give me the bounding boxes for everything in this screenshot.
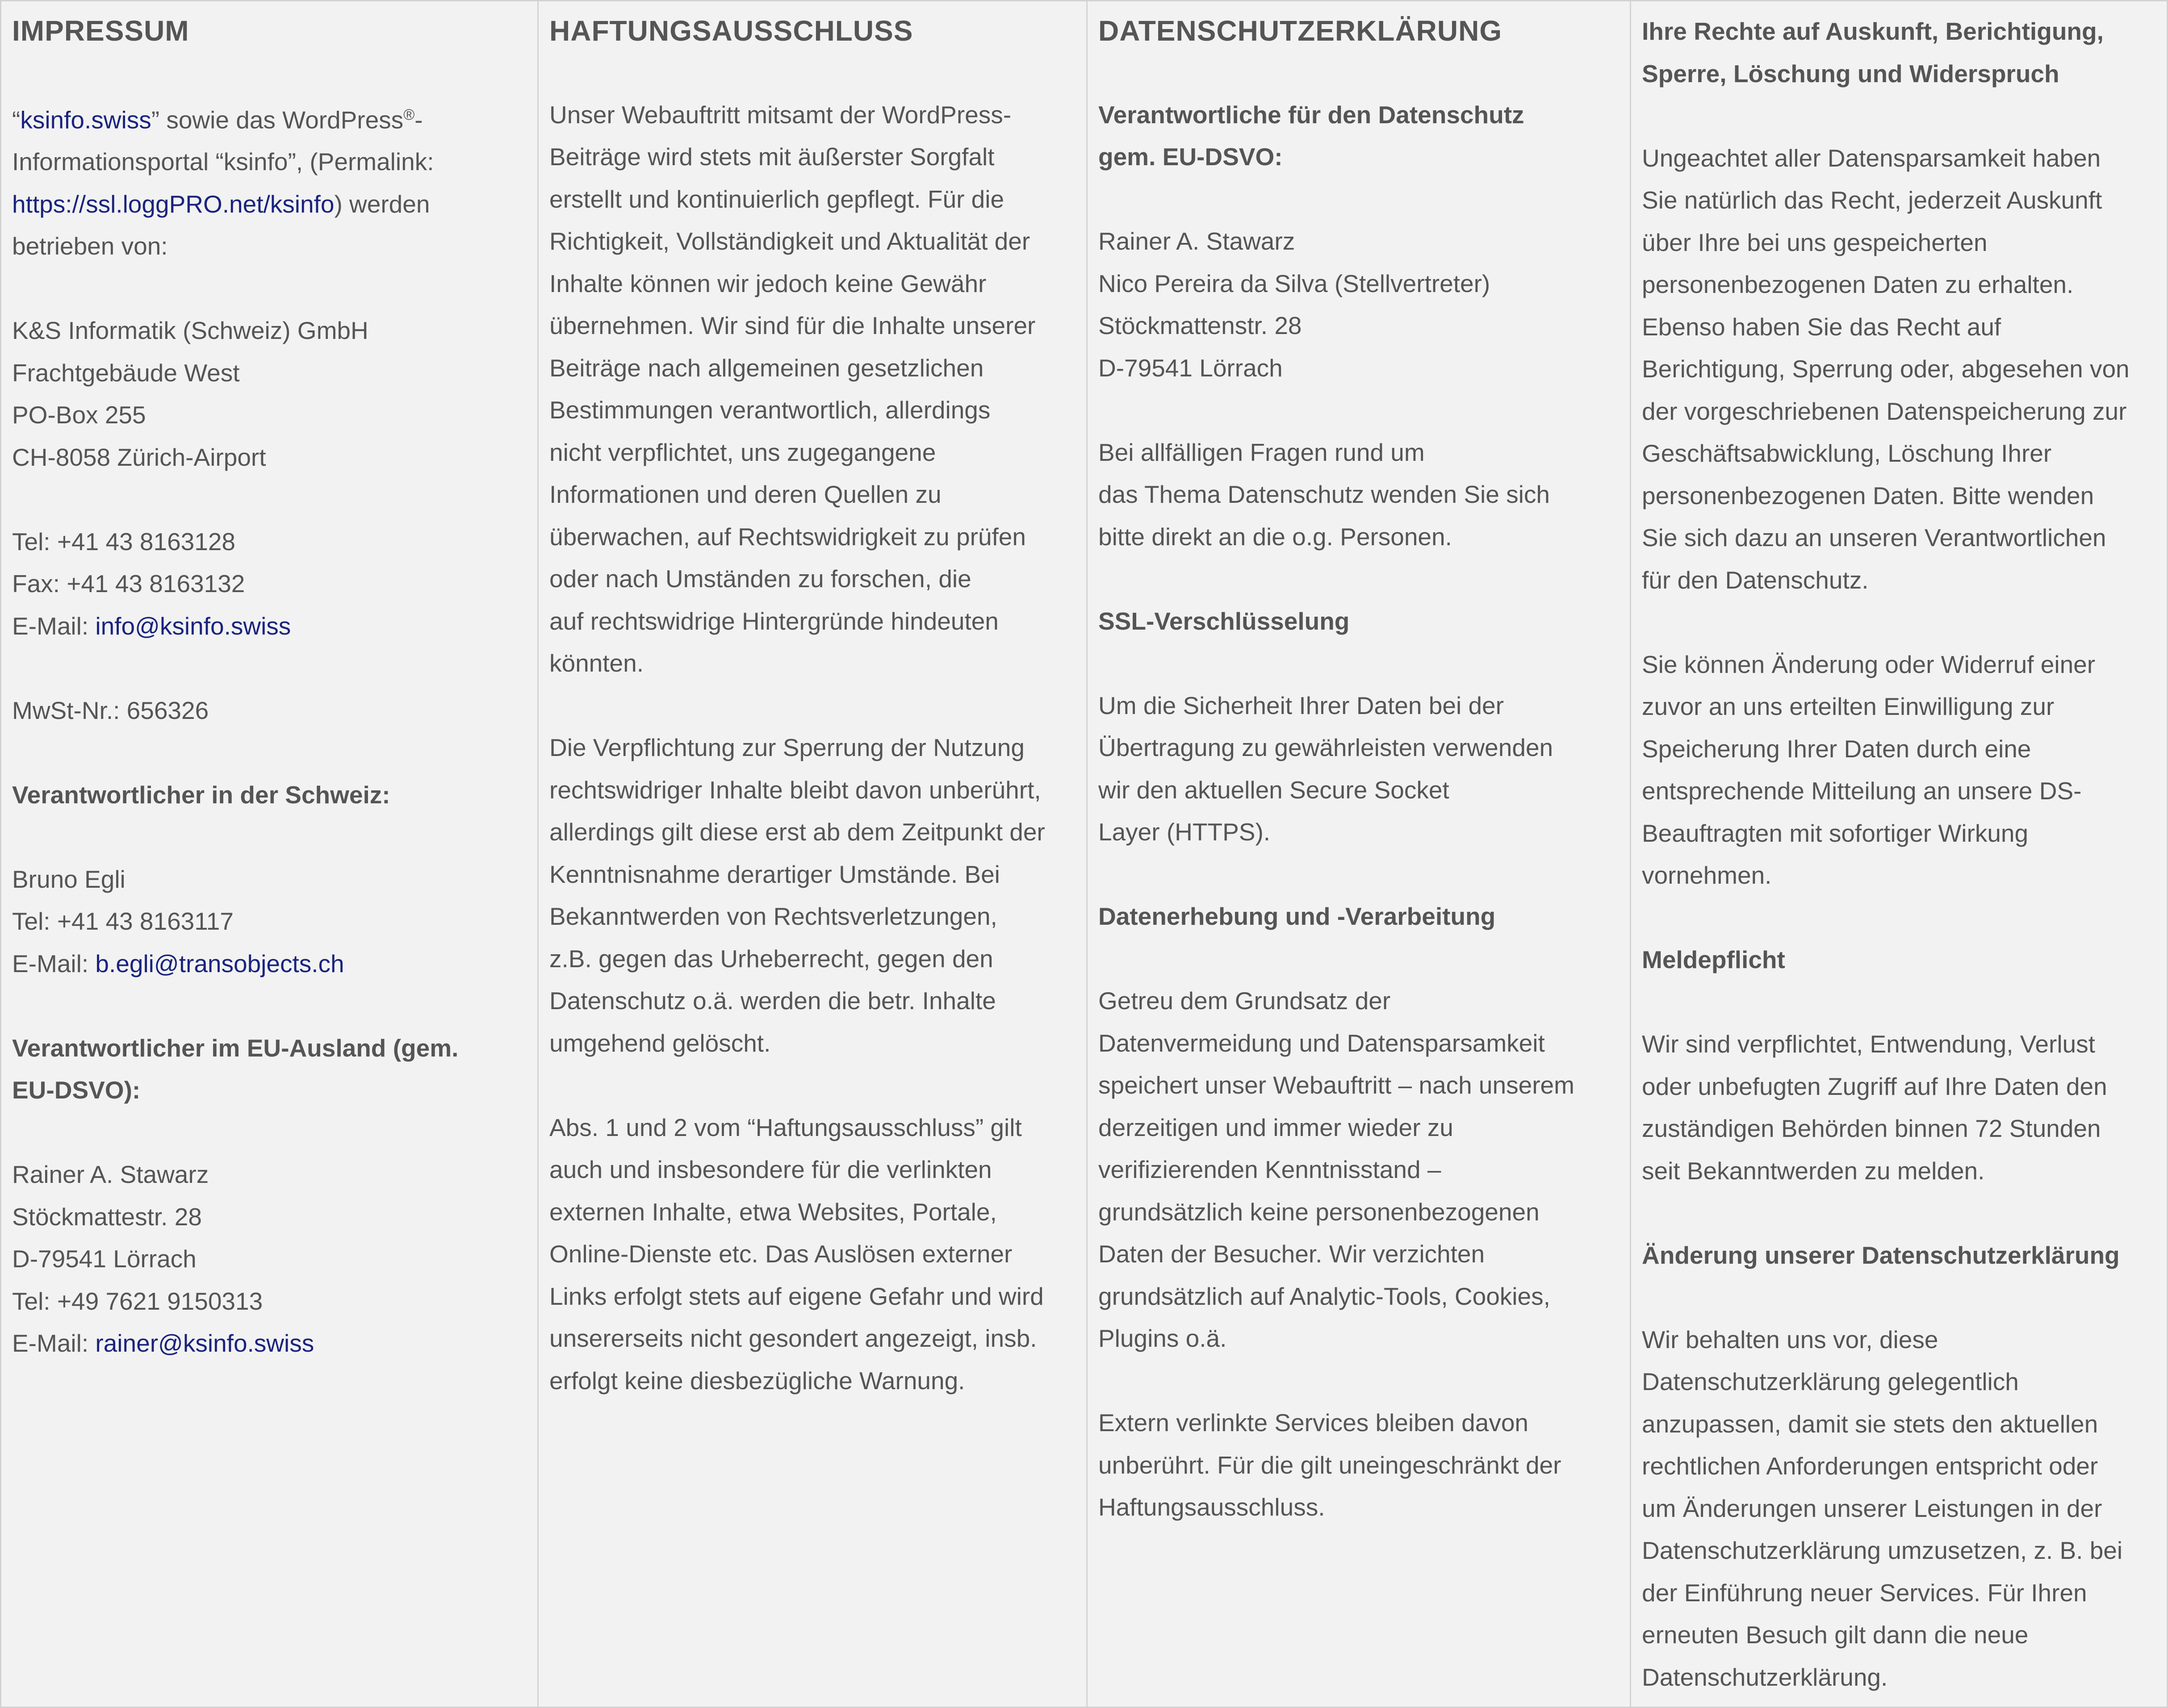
text-line: Verantwortliche für den Datenschutz	[1098, 100, 1524, 129]
company-line: Frachtgebäude West	[12, 359, 240, 387]
text-line: Übertragung zu gewährleisten verwenden	[1098, 734, 1553, 761]
ch-responsible-heading: Verantwortlicher in der Schweiz:	[12, 781, 390, 809]
text-line: Ebenso haben Sie das Recht auf	[1642, 313, 2001, 341]
text-line: Datenschutzerklärung gelegentlich	[1642, 1368, 2019, 1395]
text-line: Informationen und deren Quellen zu	[549, 480, 942, 508]
text-line: grundsätzlich auf Analytic-Tools, Cookies,	[1098, 1282, 1550, 1310]
text-line: Wir behalten uns vor, diese	[1642, 1325, 1938, 1353]
text-line: unsererseits nicht gesondert angezeigt, insb.	[549, 1324, 1037, 1352]
dp-questions-text	[1098, 431, 1619, 558]
dp-responsible-lines	[1098, 220, 1619, 389]
text-line: umgehend gelöscht.	[549, 1029, 771, 1057]
text-line: rechtlichen Anforderungen entspricht oder	[1642, 1452, 2098, 1480]
text-line: Nico Pereira da Silva (Stellvertreter)	[1098, 269, 1490, 297]
text-line: Datenschutzerklärung umzusetzen, z. B. bei	[1642, 1537, 2123, 1564]
eu-responsible-email: E-Mail: rainer@ksinfo.swiss	[12, 1329, 314, 1357]
text-line: könnten.	[549, 649, 644, 677]
text-line: Ungeachtet aller Datensparsamkeit haben	[1642, 144, 2101, 172]
text-line: Links erfolgt stets auf eigene Gefahr und wird	[549, 1282, 1044, 1310]
datenschutz-content	[1098, 51, 1619, 1528]
text-line: erfolgt keine diesbezügliche Warnung.	[549, 1366, 965, 1395]
text-line: Sperre, Löschung und Widerspruch	[1642, 59, 2059, 88]
text-line: Datenschutz o.ä. werden die betr. Inhalte	[549, 987, 996, 1015]
text-line: Haftungsausschluss.	[1098, 1493, 1325, 1521]
text-line: rechtswidriger Inhalte bleibt davon unberührt,	[549, 776, 1041, 804]
text-line: Daten der Besucher. Wir verzichten	[1098, 1240, 1485, 1268]
text-line: der vorgeschriebenen Datenspeicherung zur	[1642, 397, 2127, 425]
text-line: Sie natürlich das Recht, jederzeit Auskunft	[1642, 186, 2102, 214]
text-line: seit Bekanntwerden zu melden.	[1642, 1157, 1985, 1185]
text-line: erneuten Besuch gilt dann die neue	[1642, 1621, 2029, 1649]
company-line: CH-8058 Zürich-Airport	[12, 443, 266, 471]
extern-services-text	[1098, 1402, 1619, 1528]
text-line: um Änderungen unserer Leistungen in der	[1642, 1494, 2102, 1522]
impressum-heading: IMPRESSUM	[12, 15, 189, 47]
text-line: Online-Dienste etc. Das Auslösen externer	[549, 1240, 1013, 1268]
datenschutz-column	[1088, 1, 1631, 1707]
haftung-paragraph-2	[549, 727, 1076, 1064]
eu-responsible-line: Tel: +49 7621 9150313	[12, 1287, 263, 1315]
text-line: Um die Sicherheit Ihrer Daten bei der	[1098, 691, 1504, 719]
text-line: oder nach Umständen zu forschen, die	[549, 565, 971, 593]
eu-email-link[interactable]: rainer@ksinfo.swiss	[95, 1329, 314, 1357]
text-line: derzeitigen und immer wieder zu	[1098, 1113, 1453, 1141]
text-line: Die Verpflichtung zur Sperrung der Nutzung	[549, 734, 1025, 761]
data-processing-text	[1098, 980, 1619, 1360]
rechte-column	[1631, 1, 2167, 1707]
text-line: Berichtigung, Sperrung oder, abgesehen von	[1642, 355, 2130, 383]
datenschutz-heading: DATENSCHUTZERKLÄRUNG	[1098, 15, 1503, 47]
text-line: für den Datenschutz.	[1642, 566, 1869, 594]
text-line: Beauftragten mit sofortiger Wirkung	[1642, 819, 2029, 847]
text-line: unberührt. Für die gilt uneingeschränkt der	[1098, 1451, 1561, 1479]
rechte-heading	[1642, 10, 2156, 95]
text-line: erstellt und kontinuierlich gepflegt. Für die	[549, 185, 1004, 213]
text-line: Sie können Änderung oder Widerruf einer	[1642, 650, 2096, 678]
haftung-heading: HAFTUNGSAUSSCHLUSS	[549, 15, 913, 47]
ch-responsible-tel: Tel: +41 43 8163117	[12, 907, 234, 935]
haftung-content	[549, 51, 1076, 1402]
impressum-content	[12, 51, 527, 1365]
intro-line-3: https://ssl.loggPRO.net/ksinfo) werden	[12, 190, 430, 218]
text-line: Unser Webauftritt mitsamt der WordPress-	[549, 100, 1012, 129]
text-line: Layer (HTTPS).	[1098, 818, 1271, 846]
text-line: wir den aktuellen Secure Socket	[1098, 776, 1449, 804]
company-email: E-Mail: info@ksinfo.swiss	[12, 612, 291, 640]
text-line: gem. EU-DSVO:	[1098, 143, 1283, 171]
haftung-column	[539, 1, 1088, 1707]
text-line: Geschäftsabwicklung, Löschung Ihrer	[1642, 439, 2052, 467]
text-line: über Ihre bei uns gespeicherten	[1642, 228, 1988, 256]
text-line: nicht verpflichtet, uns zugegangene	[549, 438, 936, 466]
text-line: zuvor an uns erteilten Einwilligung zur	[1642, 693, 2055, 720]
eu-responsible-line: Stöckmattestr. 28	[12, 1203, 202, 1231]
intro-line-1: “ksinfo.swiss” sowie das WordPress®-	[12, 105, 423, 134]
change-policy-text	[1642, 1319, 2156, 1699]
text-line: Bestimmungen verantwortlich, allerdings	[549, 396, 991, 424]
eu-responsible-line: Rainer A. Stawarz	[12, 1161, 209, 1189]
eu-responsible-line: D-79541 Lörrach	[12, 1245, 197, 1273]
text-line: Bei allfälligen Fragen rund um	[1098, 438, 1425, 466]
impressum-column	[1, 1, 539, 1707]
text-line: auch und insbesondere für die verlinkten	[549, 1156, 992, 1183]
ssl-text	[1098, 685, 1619, 853]
ch-email-link[interactable]: b.egli@transobjects.ch	[95, 949, 344, 977]
text-line: grundsätzlich keine personenbezogenen	[1098, 1198, 1540, 1226]
text-line: Kenntnisnahme derartiger Umstände. Bei	[549, 860, 1000, 888]
text-line: Richtigkeit, Vollständigkeit und Aktualität der	[549, 227, 1030, 255]
text-line: Sie sich dazu an unseren Verantwortlichen	[1642, 524, 2106, 551]
text-line: D-79541 Lörrach	[1098, 354, 1283, 382]
change-policy-heading: Änderung unserer Datenschutzerklärung	[1642, 1241, 2120, 1269]
company-line: PO-Box 255	[12, 401, 146, 429]
rechte-content	[1642, 95, 2156, 1698]
company-fax: Fax: +41 43 8163132	[12, 570, 245, 598]
haftung-paragraph-3	[549, 1107, 1076, 1402]
text-line: entsprechende Mitteilung an unsere DS-	[1642, 777, 2082, 805]
data-processing-heading: Datenerhebung und -Verarbeitung	[1098, 902, 1496, 930]
haftung-paragraph-1	[549, 94, 1076, 685]
text-line: überwachen, auf Rechtswidrigkeit zu prüfen	[549, 522, 1026, 551]
text-line: Bekanntwerden von Rechtsverletzungen,	[549, 902, 997, 930]
text-line: der Einführung neuer Services. Für Ihren	[1642, 1579, 2087, 1607]
text-line: anzupassen, damit sie stets den aktuellen	[1642, 1410, 2098, 1438]
permalink-link[interactable]: https://ssl.loggPRO.net/ksinfo	[12, 190, 335, 218]
text-line: zuständigen Behörden binnen 72 Stunden	[1642, 1115, 2101, 1142]
intro-line-4: betrieben von:	[12, 232, 168, 260]
text-line: Abs. 1 und 2 vom “Haftungsausschluss” gilt	[549, 1113, 1022, 1141]
eu-responsible-heading: EU-DSVO):	[12, 1076, 141, 1104]
text-line: Getreu dem Grundsatz der	[1098, 987, 1391, 1015]
text-line: Speicherung Ihrer Daten durch eine	[1642, 735, 2031, 763]
text-line: Extern verlinkte Services bleiben davon	[1098, 1409, 1529, 1437]
company-line: K&S Informatik (Schweiz) GmbH	[12, 317, 368, 345]
company-tel: Tel: +41 43 8163128	[12, 527, 236, 555]
rechte-paragraph-2	[1642, 643, 2156, 897]
text-line: übernehmen. Wir sind für die Inhalte unserer	[549, 312, 1036, 339]
text-line: Datenvermeidung und Datensparsamkeit	[1098, 1029, 1545, 1057]
text-line: Plugins o.ä.	[1098, 1324, 1227, 1352]
text-line: Datenschutzerklärung.	[1642, 1663, 1888, 1691]
text-line: Rainer A. Stawarz	[1098, 227, 1295, 255]
text-line: Wir sind verpflichtet, Entwendung, Verlust	[1642, 1030, 2095, 1058]
registered-mark: ®	[403, 106, 415, 123]
text-line: externen Inhalte, etwa Websites, Portale,	[549, 1198, 997, 1226]
text-line: Beiträge wird stets mit äußerster Sorgfalt	[549, 143, 995, 171]
dp-responsible-heading	[1098, 94, 1619, 178]
eu-responsible-heading: Verantwortlicher im EU-Ausland (gem.	[12, 1034, 459, 1062]
meldepflicht-text	[1642, 1023, 2156, 1192]
text-line: Beiträge nach allgemeinen gesetzlichen	[549, 354, 984, 382]
text-line: oder unbefugten Zugriff auf Ihre Daten den	[1642, 1072, 2107, 1100]
ch-responsible-email: E-Mail: b.egli@transobjects.ch	[12, 949, 344, 977]
text-line: Stöckmattenstr. 28	[1098, 312, 1302, 339]
text-line: Ihre Rechte auf Auskunft, Berichtigung,	[1642, 17, 2104, 45]
text-line: personenbezogenen Daten. Bitte wenden	[1642, 481, 2094, 509]
rechte-paragraph-1	[1642, 137, 2156, 601]
text-line: speichert unser Webauftritt – nach unserem	[1098, 1071, 1574, 1099]
ssl-heading: SSL-Verschlüsselung	[1098, 607, 1350, 635]
text-line: bitte direkt an die o.g. Personen.	[1098, 522, 1452, 551]
vat-number: MwSt-Nr.: 656326	[12, 696, 209, 724]
text-line: allerdings gilt diese erst ab dem Zeitpunkt der	[549, 818, 1045, 846]
text-line: das Thema Datenschutz wenden Sie sich	[1098, 480, 1550, 508]
text-line: vornehmen.	[1642, 861, 1772, 889]
text-line: auf rechtswidrige Hintergründe hindeuten	[549, 607, 999, 635]
meldepflicht-heading: Meldepflicht	[1642, 946, 1785, 973]
intro-line-2: Informationsportal “ksinfo”, (Permalink:	[12, 148, 434, 176]
text-line: Inhalte können wir jedoch keine Gewähr	[549, 269, 987, 297]
text-line: z.B. gegen das Urheberrecht, gegen den	[549, 944, 993, 973]
text-line: personenbezogenen Daten zu erhalten.	[1642, 271, 2074, 298]
ch-responsible-name: Bruno Egli	[12, 865, 126, 893]
company-email-link[interactable]: info@ksinfo.swiss	[95, 612, 291, 640]
text-line: verifizierenden Kenntnisstand –	[1098, 1156, 1441, 1183]
ksinfo-site-link[interactable]: ksinfo.swiss	[20, 105, 151, 134]
